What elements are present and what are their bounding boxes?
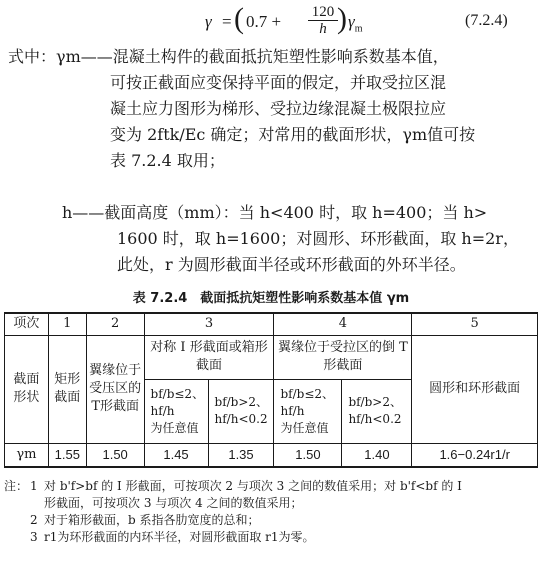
header-num-3: 3: [144, 313, 274, 335]
shape-circle-ring: 圆形和环形截面: [412, 335, 538, 443]
fraction-numerator: 120: [308, 4, 338, 21]
note-text: 对 b'f>bf 的 I 形截面，可按项次 2 与项次 3 之间的数值采用；对 b'f<bf 的 I: [44, 479, 462, 493]
condition-a: bf/b≤2、 hf/h 为任意值: [274, 379, 342, 443]
formula-constant: 0.7 +: [246, 12, 282, 31]
condition-a: bf/b≤2、 hf/h 为任意值: [144, 379, 208, 443]
shape-t-compression: 翼缘位于受压区的T形截面: [86, 335, 144, 443]
definition-line: 表 7.2.4 取用；: [110, 151, 225, 170]
definition-line: h——截面高度（mm）：当 h<400 时，取 h=400；当 h>: [62, 203, 488, 222]
formula-fraction: [308, 4, 338, 37]
definition-line: 式中：γm——混凝土构件的截面抵抗矩塑性影响系数基本值，: [8, 47, 449, 66]
formula-open-paren: (: [234, 2, 244, 35]
coefficient-table: [4, 312, 538, 468]
shape-label: 截面形状: [5, 335, 49, 443]
notes-label: 注：: [4, 479, 29, 493]
definition-h: [62, 200, 538, 278]
formula-close-paren: ): [337, 2, 347, 35]
header-item: 项次: [5, 313, 49, 335]
note-item: [4, 529, 538, 546]
header-num-2: 2: [86, 313, 144, 335]
definition-line: 可按正截面应变保持平面的假定，并取受拉区混: [110, 73, 447, 92]
gamma-m-label: γm: [5, 443, 49, 467]
formula-lhs: γ: [205, 12, 212, 31]
table-row: [5, 443, 538, 467]
value-cell: 1.6−0.24r1/r: [412, 443, 538, 467]
note-text: r1为环形截面的内环半径，对圆形截面取 r1为零。: [44, 530, 315, 544]
header-num-4: 4: [274, 313, 412, 335]
header-num-1: 1: [48, 313, 86, 335]
note-item: [4, 512, 538, 529]
table-notes: [4, 478, 538, 546]
note-number: 3: [30, 530, 38, 544]
table-row: [5, 335, 538, 379]
note-item: [4, 478, 538, 512]
equation-number: (7.2.4): [465, 12, 508, 29]
definition-gamma-m: [8, 44, 538, 174]
condition-b: bf/b>2、 hf/h<0.2: [208, 379, 274, 443]
shape-i-box: 对称 I 形截面或箱形截面: [144, 335, 274, 379]
shape-rect: 矩形截面: [48, 335, 86, 443]
table-title: 表 7.2.4 截面抵抗矩塑性影响系数基本值 γm: [132, 291, 410, 306]
definition-line: 凝土应力图形为梯形、受拉边缘混凝土极限拉应: [110, 99, 447, 118]
formula-7-2-4: [0, 4, 542, 44]
gamma-subscript: m: [354, 23, 363, 35]
definition-line: 1600 时，取 h=1600；对圆形、环形截面，取 h=2r，: [117, 229, 519, 248]
table-row: [5, 313, 538, 335]
formula-gamma-m: [348, 12, 362, 34]
definition-line: 变为 2ftk/Ec 确定；对常用的截面形状，γm值可按: [110, 125, 476, 144]
value-cell: 1.50: [274, 443, 342, 467]
formula-equals: =: [222, 12, 232, 31]
fraction-denominator: h: [319, 21, 327, 37]
header-num-5: 5: [412, 313, 538, 335]
note-text: 形截面，可按项次 3 与项次 4 之间的数值采用；: [44, 496, 303, 510]
shape-inverted-t: 翼缘位于受拉区的倒 T 形截面: [274, 335, 412, 379]
note-text: 对于箱形截面，b 系指各肋宽度的总和；: [44, 513, 260, 527]
note-number: 1: [30, 479, 38, 493]
value-cell: 1.35: [208, 443, 274, 467]
value-cell: 1.50: [86, 443, 144, 467]
value-cell: 1.40: [342, 443, 412, 467]
definition-line: 此处，r 为圆形截面半径或环形截面的外环半径。: [117, 255, 466, 274]
value-cell: 1.55: [48, 443, 86, 467]
condition-b: bf/b>2、 hf/h<0.2: [342, 379, 412, 443]
value-cell: 1.45: [144, 443, 208, 467]
gamma-symbol: γ: [348, 12, 355, 31]
note-number: 2: [30, 513, 38, 527]
